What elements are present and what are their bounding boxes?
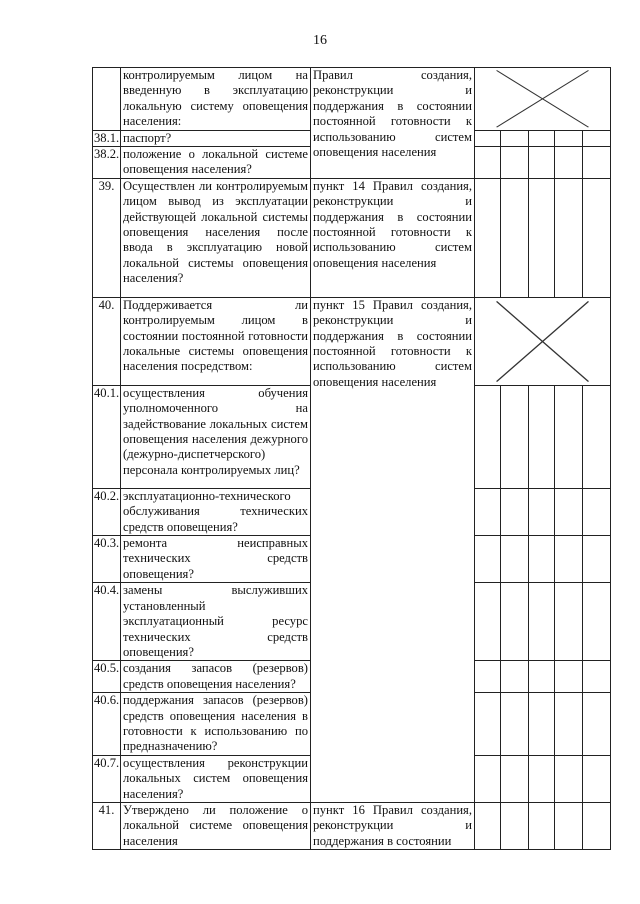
answer-cell-yes[interactable] (475, 147, 501, 179)
answer-cell-yes[interactable] (475, 661, 501, 693)
answer-cell-na[interactable] (529, 130, 555, 146)
row-number (93, 68, 121, 131)
answer-cell-no[interactable] (501, 693, 529, 756)
answer-cell-note[interactable] (555, 755, 583, 802)
answer-cell-no[interactable] (501, 536, 529, 583)
page-number: 16 (313, 33, 327, 48)
cross-mark-icon (475, 68, 610, 130)
row-number: 40.7. (93, 755, 121, 802)
legal-reference: Правил создания, реконструкции и поддержания в состоянии постоянной готовности к использованию систем оповещения населения (311, 68, 475, 179)
question-text: поддержания запасов (резервов) средств оповещения населения в готовности к использованию по предназначению? (121, 693, 311, 756)
answer-cell-na[interactable] (529, 385, 555, 488)
question-text: эксплуатационно-технического обслуживания технических средств оповещения? (121, 488, 311, 535)
answer-cell-no[interactable] (501, 802, 529, 849)
answer-cell-extra[interactable] (583, 385, 611, 488)
answer-cell-extra[interactable] (583, 147, 611, 179)
question-text: паспорт? (121, 130, 311, 146)
answer-cell-extra[interactable] (583, 802, 611, 849)
row-number: 40.1. (93, 385, 121, 488)
answer-cell-na[interactable] (529, 693, 555, 756)
answer-cell-note[interactable] (555, 583, 583, 661)
row-number: 40.2. (93, 488, 121, 535)
row-number: 40.5. (93, 661, 121, 693)
answer-cell-yes[interactable] (475, 385, 501, 488)
question-text: контролируемым лицом на введенную в эксплуатацию локальную систему оповещения населения: (121, 68, 311, 131)
question-text: Поддерживается ли контролируемым лицом в состоянии постоянной готовности локальные системы оповещения населения посредством: (121, 297, 311, 385)
row-number: 38.1. (94, 130, 120, 145)
answer-cell-no[interactable] (501, 147, 529, 179)
answer-cell-note[interactable] (555, 488, 583, 535)
answer-cell-extra[interactable] (583, 693, 611, 756)
answer-cell-no[interactable] (501, 488, 529, 535)
question-text: Осуществлен ли контролируемым лицом вывод из эксплуатации действующей локальной системы оповещения населения после ввода в эксплуатацию новой локальной системы оповещения населения? (121, 178, 311, 297)
answer-cell-note[interactable] (555, 130, 583, 146)
answer-cell-note[interactable] (555, 147, 583, 179)
row-number: 40.6. (93, 693, 121, 756)
answer-cell-no[interactable] (501, 755, 529, 802)
crossed-out-cell (475, 297, 611, 385)
question-text: положение о локальной системе оповещения населения? (121, 147, 311, 179)
legal-reference: пункт 14 Правил создания, реконструкции и поддержания в состоянии постоянной готовности к использованию систем оповещения населения (311, 178, 475, 297)
answer-cell-extra[interactable] (583, 661, 611, 693)
row-number: 40.3. (93, 536, 121, 583)
answer-cell-no[interactable] (501, 130, 529, 146)
row-number: 40.4. (93, 583, 121, 661)
answer-cell-yes[interactable] (475, 802, 501, 849)
answer-cell-na[interactable] (529, 755, 555, 802)
answer-cell-extra[interactable] (583, 755, 611, 802)
answer-cell-note[interactable] (555, 178, 583, 297)
legal-reference: пункт 15 Правил создания, реконструкции и поддержания в состоянии постоянной готовности к использованию систем оповещения населения (311, 297, 475, 802)
answer-cell-no[interactable] (501, 583, 529, 661)
answer-cell-yes[interactable] (475, 178, 501, 297)
answer-cell-no[interactable] (501, 178, 529, 297)
legal-reference: пункт 16 Правил создания, реконструкции и поддержания в состоянии (311, 802, 475, 849)
question-text: осуществления реконструкции локальных систем оповещения населения? (121, 755, 311, 802)
answer-cell-na[interactable] (529, 536, 555, 583)
answer-cell-na[interactable] (529, 488, 555, 535)
answer-cell-extra[interactable] (583, 536, 611, 583)
question-text: Утверждено ли положение о локальной системе оповещения населения (121, 802, 311, 849)
answer-cell-note[interactable] (555, 661, 583, 693)
answer-cell-extra[interactable] (583, 178, 611, 297)
table-row (93, 178, 611, 297)
answer-cell-note[interactable] (555, 693, 583, 756)
table-row (93, 68, 611, 131)
answer-cell-no[interactable] (501, 385, 529, 488)
answer-cell-na[interactable] (529, 147, 555, 179)
answer-cell-extra[interactable] (583, 488, 611, 535)
answer-cell-extra[interactable] (583, 583, 611, 661)
table-row (93, 802, 611, 849)
question-text: создания запасов (резервов) средств оповещения населения? (121, 661, 311, 693)
crossed-out-cell (475, 68, 611, 131)
answer-cell-note[interactable] (555, 385, 583, 488)
answer-cell-note[interactable] (555, 802, 583, 849)
row-number: 41. (93, 802, 121, 849)
answer-cell-yes[interactable] (475, 130, 501, 146)
answer-cell-na[interactable] (529, 583, 555, 661)
answer-cell-yes[interactable] (475, 755, 501, 802)
row-number: 38.2. (93, 147, 121, 179)
answer-cell-yes[interactable] (475, 488, 501, 535)
answer-cell-note[interactable] (555, 536, 583, 583)
row-number: 39. (93, 178, 121, 297)
row-number: 40. (93, 297, 121, 385)
table-row (93, 297, 611, 385)
answer-cell-yes[interactable] (475, 693, 501, 756)
question-text: ремонта неисправных технических средств оповещения? (121, 536, 311, 583)
answer-cell-yes[interactable] (475, 583, 501, 661)
question-text: осуществления обучения уполномоченного на задействование локальных систем оповещения населения дежурного (дежурно-диспетчерского) персонала контролируемых лиц? (121, 385, 311, 488)
answer-cell-na[interactable] (529, 178, 555, 297)
answer-cell-yes[interactable] (475, 536, 501, 583)
answer-cell-extra[interactable] (583, 130, 611, 146)
question-text: замены выслуживших установленный эксплуатационный ресурс технических средств оповещения? (121, 583, 311, 661)
cross-mark-icon (475, 298, 610, 385)
answer-cell-na[interactable] (529, 661, 555, 693)
answer-cell-no[interactable] (501, 661, 529, 693)
answer-cell-na[interactable] (529, 802, 555, 849)
checklist-table (92, 67, 611, 850)
